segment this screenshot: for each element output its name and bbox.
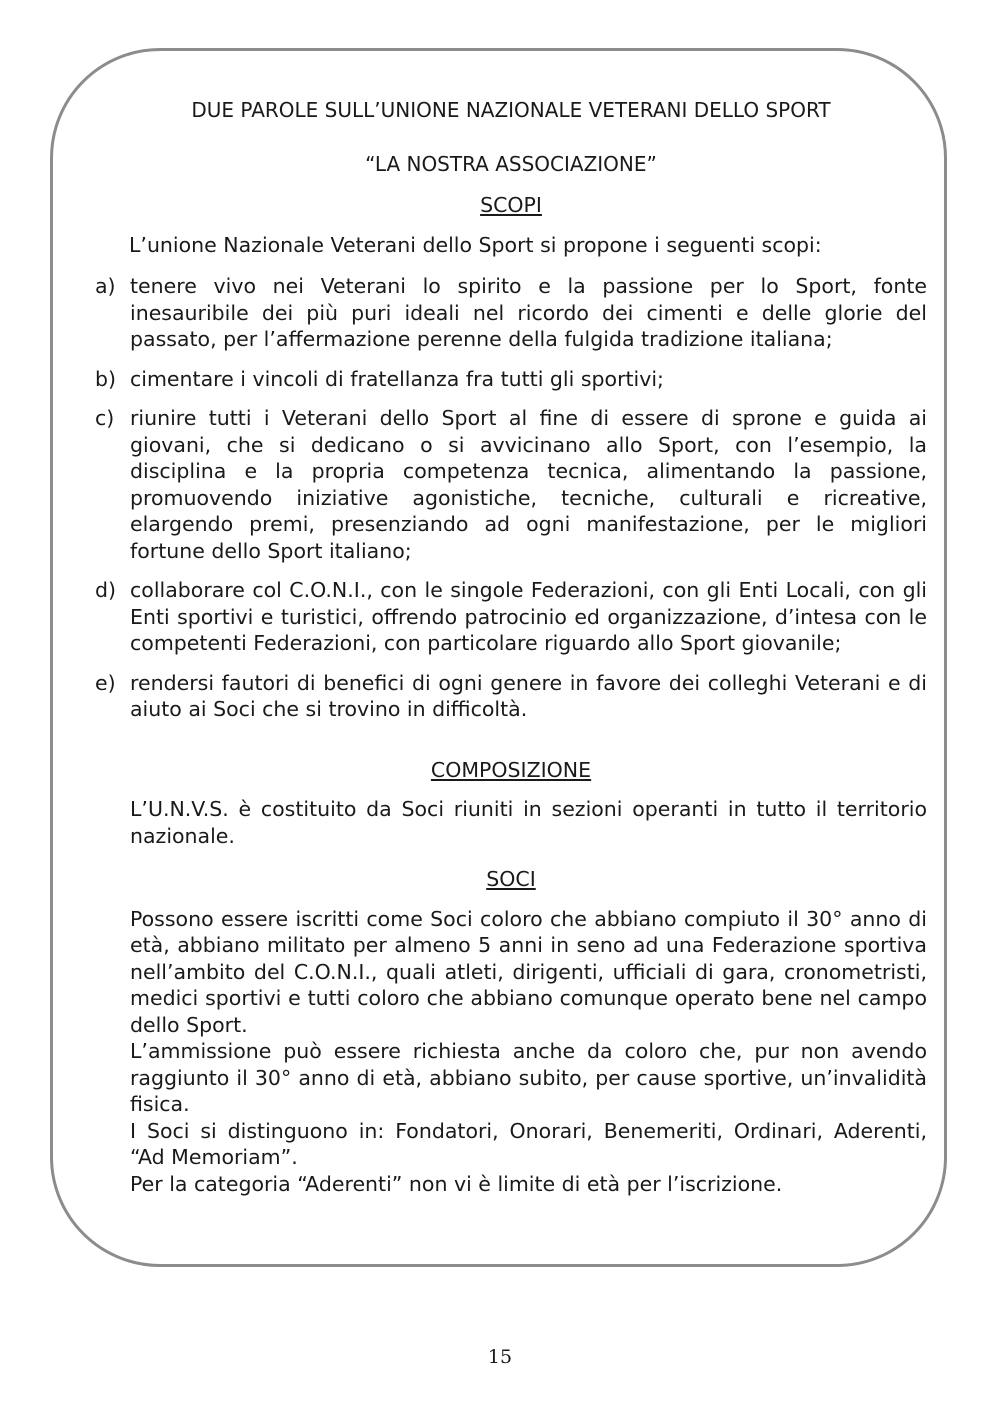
document-title: DUE PAROLE SULL’UNIONE NAZIONALE VETERANI DELLO SPORT xyxy=(191,98,831,122)
composizione-text xyxy=(95,796,927,849)
list-item-text: tenere vivo nei Veterani lo spirito e la passione per lo Sport, fonte inesauribile dei più puri ideali nel ricordo dei cimenti e delle glorie del passato, per l’affermazione perenne della fulgida tradizione italiana; xyxy=(130,274,927,351)
scopi-list xyxy=(95,273,927,723)
paragraph: I Soci si distinguono in: Fondatori, Onorari, Benemeriti, Ordinari, Aderenti, “Ad Memoriam”. xyxy=(130,1118,927,1169)
soci-text xyxy=(95,906,927,1198)
page-number: 15 xyxy=(487,1346,513,1368)
list-marker: b) xyxy=(95,366,117,391)
paragraph: Per la categoria “Aderenti” non vi è limite di età per l’iscrizione. xyxy=(130,1171,783,1196)
list-item-text: cimentare i vincoli di fratellanza fra tutti gli sportivi; xyxy=(130,366,664,391)
list-item xyxy=(95,273,927,353)
list-marker: e) xyxy=(95,670,116,695)
list-item xyxy=(95,577,927,657)
section-heading-composizione: COMPOSIZIONE xyxy=(430,757,592,782)
list-item-text: rendersi fautori di benefici di ogni genere in favore dei colleghi Veterani e di aiuto ai Soci che si trovino in difficoltà. xyxy=(130,670,927,721)
list-marker: a) xyxy=(95,274,116,298)
document-subtitle: “LA NOSTRA ASSOCIAZIONE” xyxy=(365,151,657,176)
scopi-intro: L’unione Nazionale Veterani dello Sport si propone i seguenti scopi: xyxy=(129,232,822,257)
list-item-text: riunire tutti i Veterani dello Sport al fine di essere di sprone e guida ai giovani, che si dedicano o si avvicinano allo Sport, con l’esempio, la disciplina e la propria competenza tecnica, alimentando la passione, promuovendo iniziative agonistiche, tecniche, culturali e ricreative, elargendo premi, presenziando ad ogni manifestazione, per le migliori fortune dello Sport italiano; xyxy=(130,406,927,563)
list-marker: d) xyxy=(95,578,117,602)
list-item xyxy=(95,366,927,393)
page-content xyxy=(95,97,927,1197)
paragraph: Possono essere iscritti come Soci coloro che abbiano compiuto il 30° anno di età, abbiano militato per almeno 5 anni in seno ad una Federazione sportiva nell’ambito del C.O.N.I., quali atleti, dirigenti, ufficiali di gara, cronometristi, medici sportivi e tutti coloro che abbiano comunque operato bene nel campo dello Sport. xyxy=(130,906,927,1037)
list-item xyxy=(95,405,927,564)
list-item-text: collaborare col C.O.N.I., con le singole Federazioni, con gli Enti Locali, con gli Enti sportivi e turistici, offrendo patrocinio ed organizzazione, d’intesa con le competenti Federazioni, con particolare riguardo allo Sport giovanile; xyxy=(130,578,927,655)
paragraph: L’ammissione può essere richiesta anche da coloro che, pur non avendo raggiunto il 30° anno di età, abbiano subito, per cause sportive, un’invalidità fisica. xyxy=(130,1039,927,1116)
list-marker: c) xyxy=(95,406,115,430)
paragraph: L’U.N.V.S. è costituito da Soci riuniti in sezioni operanti in tutto il territorio nazionale. xyxy=(130,797,927,848)
section-heading-scopi: SCOPI xyxy=(480,193,542,217)
section-heading-soci: SOCI xyxy=(486,867,536,891)
list-item xyxy=(95,670,927,723)
